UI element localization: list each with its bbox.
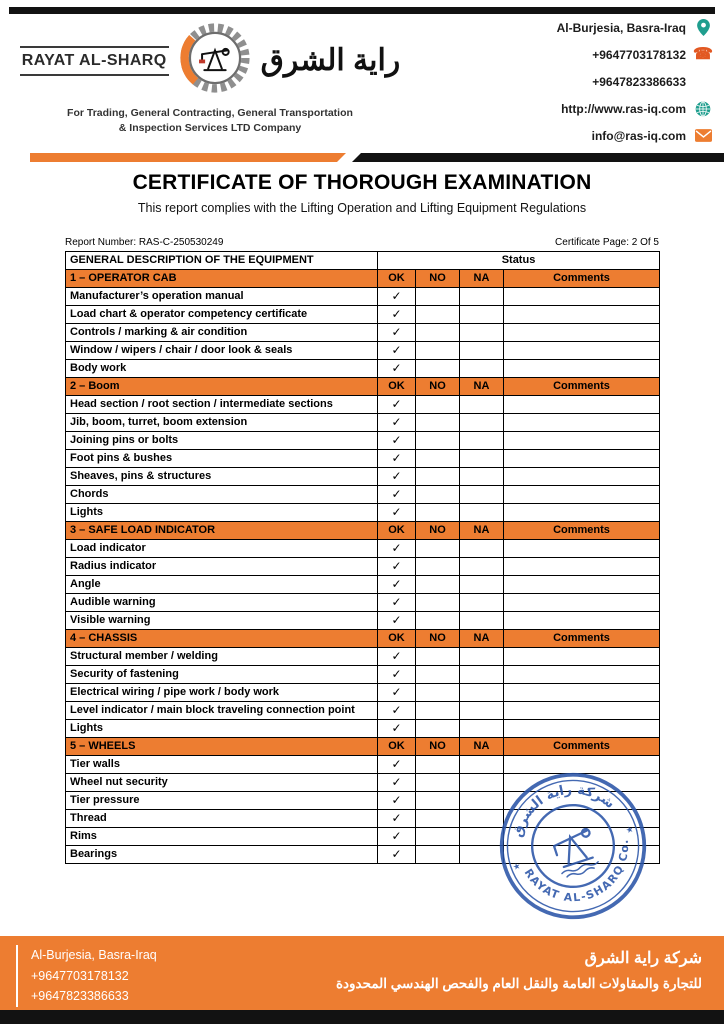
- column-header-na: NA: [460, 630, 504, 648]
- no-cell: [416, 306, 460, 324]
- icon-placeholder: [694, 72, 712, 91]
- equipment-row: [66, 432, 660, 450]
- comments-cell: [504, 504, 660, 522]
- check-mark: ✓: [378, 684, 416, 702]
- section-header-row: [66, 522, 660, 540]
- column-header-na: NA: [460, 738, 504, 756]
- equipment-row: [66, 540, 660, 558]
- footer-phone-1: +9647703178132: [31, 968, 129, 983]
- no-cell: [416, 540, 460, 558]
- equipment-row: [66, 612, 660, 630]
- check-mark: ✓: [378, 846, 416, 864]
- equipment-row: [66, 504, 660, 522]
- page-subtitle: This report complies with the Lifting Operation and Lifting Equipment Regulations: [137, 201, 587, 215]
- na-cell: [460, 684, 504, 702]
- column-header-comments: Comments: [504, 630, 660, 648]
- equipment-table-body: [66, 270, 660, 864]
- column-header-ok: OK: [378, 738, 416, 756]
- section-header-row: [66, 738, 660, 756]
- equipment-label: Wheel nut security: [66, 774, 378, 792]
- na-cell: [460, 360, 504, 378]
- comments-cell: [504, 558, 660, 576]
- na-cell: [460, 828, 504, 846]
- section-title: 2 – Boom: [66, 378, 378, 396]
- na-cell: [460, 432, 504, 450]
- no-cell: [416, 342, 460, 360]
- comments-cell: [504, 846, 660, 864]
- column-header-no: NO: [416, 522, 460, 540]
- check-mark: ✓: [378, 486, 416, 504]
- top-black-bar: [9, 7, 715, 14]
- check-mark: ✓: [378, 432, 416, 450]
- column-header-no: NO: [416, 738, 460, 756]
- column-header-na: NA: [460, 270, 504, 288]
- check-mark: ✓: [378, 558, 416, 576]
- na-cell: [460, 612, 504, 630]
- stamp-star-right: ★: [624, 823, 635, 836]
- no-cell: [416, 720, 460, 738]
- equipment-row: [66, 450, 660, 468]
- no-cell: [416, 810, 460, 828]
- comments-cell: [504, 612, 660, 630]
- equipment-row: [66, 288, 660, 306]
- check-mark: ✓: [378, 450, 416, 468]
- equipment-row: [66, 828, 660, 846]
- company-logo: [21, 20, 401, 136]
- equipment-row: [66, 486, 660, 504]
- equipment-label: Angle: [66, 576, 378, 594]
- na-cell: [460, 414, 504, 432]
- comments-cell: [504, 792, 660, 810]
- no-cell: [416, 612, 460, 630]
- contact-address: Al-Burjesia, Basra-Iraq: [472, 18, 712, 37]
- check-mark: ✓: [378, 306, 416, 324]
- equipment-label: Radius indicator: [66, 558, 378, 576]
- no-cell: [416, 684, 460, 702]
- equipment-row: [66, 810, 660, 828]
- company-tagline-line2: & Inspection Services LTD Company: [118, 122, 302, 135]
- no-cell: [416, 288, 460, 306]
- na-cell: [460, 324, 504, 342]
- company-name-en: RAYAT AL-SHARQ: [20, 46, 169, 76]
- comments-cell: [504, 432, 660, 450]
- equipment-checklist-table: [65, 251, 660, 864]
- comments-cell: [504, 774, 660, 792]
- column-header-ok: OK: [378, 270, 416, 288]
- equipment-label: Jib, boom, turret, boom extension: [66, 414, 378, 432]
- equipment-label: Chords: [66, 486, 378, 504]
- report-meta: [65, 237, 659, 248]
- na-cell: [460, 288, 504, 306]
- no-cell: [416, 774, 460, 792]
- equipment-row: [66, 576, 660, 594]
- comments-cell: [504, 720, 660, 738]
- check-mark: ✓: [378, 540, 416, 558]
- footer-company-block: [336, 948, 702, 992]
- check-mark: ✓: [378, 342, 416, 360]
- no-cell: [416, 576, 460, 594]
- check-mark: ✓: [378, 720, 416, 738]
- stamp-arc-top-text: شركة راية الشرق: [510, 782, 618, 839]
- check-mark: ✓: [378, 594, 416, 612]
- equipment-label: Load chart & operator competency certificate: [66, 306, 378, 324]
- company-tagline: [30, 106, 390, 136]
- column-header-no: NO: [416, 270, 460, 288]
- equipment-row: [66, 666, 660, 684]
- footer-address: Al-Burjesia, Basra-Iraq: [31, 948, 157, 962]
- column-header-comments: Comments: [504, 522, 660, 540]
- na-cell: [460, 468, 504, 486]
- black-stripe: [352, 153, 724, 162]
- check-mark: ✓: [378, 774, 416, 792]
- comments-cell: [504, 684, 660, 702]
- no-cell: [416, 432, 460, 450]
- column-header-no: NO: [416, 630, 460, 648]
- comments-cell: [504, 810, 660, 828]
- globe-icon: [694, 99, 712, 118]
- equipment-row: [66, 396, 660, 414]
- equipment-label: Window / wipers / chair / door look & seals: [66, 342, 378, 360]
- company-tagline-line1: For Trading, General Contracting, General Transportation: [67, 107, 353, 119]
- column-header-comments: Comments: [504, 738, 660, 756]
- equipment-row: [66, 468, 660, 486]
- equipment-row: [66, 324, 660, 342]
- equipment-row: [66, 774, 660, 792]
- no-cell: [416, 828, 460, 846]
- equipment-label: Bearings: [66, 846, 378, 864]
- certificate-page-number: Certificate Page: 2 Of 5: [555, 237, 659, 248]
- status-header: Status: [378, 252, 660, 270]
- comments-cell: [504, 828, 660, 846]
- equipment-label: Foot pins & bushes: [66, 450, 378, 468]
- equipment-label: Head section / root section / intermediate sections: [66, 396, 378, 414]
- check-mark: ✓: [378, 396, 416, 414]
- equipment-label: Electrical wiring / pipe work / body work: [66, 684, 378, 702]
- equipment-row: [66, 342, 660, 360]
- no-cell: [416, 486, 460, 504]
- equipment-label: Rims: [66, 828, 378, 846]
- stamp-star-left: ★: [511, 860, 522, 873]
- check-mark: ✓: [378, 504, 416, 522]
- comments-cell: [504, 576, 660, 594]
- location-pin-icon: [694, 18, 712, 37]
- equipment-row: [66, 558, 660, 576]
- na-cell: [460, 756, 504, 774]
- check-mark: ✓: [378, 792, 416, 810]
- equipment-label: Tier pressure: [66, 792, 378, 810]
- section-title: 1 – OPERATOR CAB: [66, 270, 378, 288]
- no-cell: [416, 594, 460, 612]
- check-mark: ✓: [378, 828, 416, 846]
- check-mark: ✓: [378, 666, 416, 684]
- equipment-label: Controls / marking & air condition: [66, 324, 378, 342]
- no-cell: [416, 702, 460, 720]
- bottom-black-bar: [0, 1010, 724, 1024]
- column-header-comments: Comments: [504, 270, 660, 288]
- equipment-row: [66, 702, 660, 720]
- no-cell: [416, 504, 460, 522]
- comments-cell: [504, 396, 660, 414]
- na-cell: [460, 540, 504, 558]
- check-mark: ✓: [378, 414, 416, 432]
- contact-phone-1: +9647703178132 ☎: [592, 45, 713, 63]
- equipment-row: [66, 360, 660, 378]
- column-header-no: NO: [416, 378, 460, 396]
- section-title: 3 – SAFE LOAD INDICATOR: [66, 522, 378, 540]
- section-title: 4 – CHASSIS: [66, 630, 378, 648]
- comments-cell: [504, 306, 660, 324]
- phone-icon: ☎: [693, 45, 713, 63]
- report-number: Report Number: RAS-C-250530249: [65, 237, 224, 248]
- stamp-arc-bottom-text: RAYAT AL-SHARQ Co.: [521, 837, 632, 905]
- no-cell: [416, 846, 460, 864]
- equipment-label: Thread: [66, 810, 378, 828]
- comments-cell: [504, 540, 660, 558]
- equipment-row: [66, 684, 660, 702]
- check-mark: ✓: [378, 360, 416, 378]
- check-mark: ✓: [378, 468, 416, 486]
- equipment-label: Body work: [66, 360, 378, 378]
- equipment-row: [66, 594, 660, 612]
- column-header-na: NA: [460, 378, 504, 396]
- no-cell: [416, 324, 460, 342]
- comments-cell: [504, 360, 660, 378]
- header: [0, 18, 724, 156]
- na-cell: [460, 396, 504, 414]
- equipment-row: [66, 720, 660, 738]
- check-mark: ✓: [378, 612, 416, 630]
- contact-email[interactable]: info@ras-iq.com: [472, 126, 712, 145]
- equipment-label: Manufacturer’s operation manual: [66, 288, 378, 306]
- equipment-row: [66, 414, 660, 432]
- na-cell: [460, 648, 504, 666]
- check-mark: ✓: [378, 576, 416, 594]
- equipment-label: Tier walls: [66, 756, 378, 774]
- comments-cell: [504, 756, 660, 774]
- page-title: CERTIFICATE OF THOROUGH EXAMINATION: [132, 171, 592, 194]
- section-header-row: [66, 270, 660, 288]
- equipment-label: Joining pins or bolts: [66, 432, 378, 450]
- na-cell: [460, 576, 504, 594]
- no-cell: [416, 648, 460, 666]
- description-header: GENERAL DESCRIPTION OF THE EQUIPMENT: [66, 252, 378, 270]
- no-cell: [416, 468, 460, 486]
- na-cell: [460, 594, 504, 612]
- footer-tagline-ar: للتجارة والمقاولات العامة والنقل العام والفحص الهندسي المحدودة: [335, 976, 702, 991]
- envelope-icon: [694, 126, 712, 145]
- check-mark: ✓: [378, 810, 416, 828]
- equipment-label: Security of fastening: [66, 666, 378, 684]
- comments-cell: [504, 450, 660, 468]
- no-cell: [416, 450, 460, 468]
- equipment-label: Visible warning: [66, 612, 378, 630]
- check-mark: ✓: [378, 702, 416, 720]
- na-cell: [460, 342, 504, 360]
- na-cell: [460, 810, 504, 828]
- contact-phone-2: +9647823386633: [472, 72, 712, 91]
- comments-cell: [504, 342, 660, 360]
- check-mark: ✓: [378, 648, 416, 666]
- equipment-row: [66, 306, 660, 324]
- na-cell: [460, 702, 504, 720]
- comments-cell: [504, 414, 660, 432]
- column-header-ok: OK: [378, 378, 416, 396]
- na-cell: [460, 504, 504, 522]
- no-cell: [416, 396, 460, 414]
- comments-cell: [504, 666, 660, 684]
- footer-phone-2: +9647823386633: [31, 989, 129, 1004]
- comments-cell: [504, 288, 660, 306]
- footer: [0, 936, 724, 1010]
- na-cell: [460, 720, 504, 738]
- footer-contact-block: [16, 945, 157, 1007]
- section-header-row: [66, 630, 660, 648]
- no-cell: [416, 360, 460, 378]
- column-header-comments: Comments: [504, 378, 660, 396]
- comments-cell: [504, 324, 660, 342]
- check-mark: ✓: [378, 756, 416, 774]
- contact-list: [472, 18, 712, 153]
- section-title: 5 – WHEELS: [66, 738, 378, 756]
- comments-cell: [504, 594, 660, 612]
- orange-stripe: [30, 153, 346, 162]
- no-cell: [416, 414, 460, 432]
- contact-website[interactable]: http://www.ras-iq.com: [472, 99, 712, 118]
- equipment-label: Audible warning: [66, 594, 378, 612]
- company-name-ar: راية الشرق: [260, 44, 401, 77]
- column-header-ok: OK: [378, 630, 416, 648]
- equipment-row: [66, 648, 660, 666]
- table-header-row: [66, 252, 660, 270]
- footer-company-name-ar: شركة راية الشرق: [584, 950, 702, 967]
- equipment-row: [66, 846, 660, 864]
- equipment-label: Structural member / welding: [66, 648, 378, 666]
- na-cell: [460, 846, 504, 864]
- equipment-label: Sheaves, pins & structures: [66, 468, 378, 486]
- comments-cell: [504, 468, 660, 486]
- comments-cell: [504, 486, 660, 504]
- na-cell: [460, 792, 504, 810]
- equipment-label: Lights: [66, 504, 378, 522]
- comments-cell: [504, 648, 660, 666]
- na-cell: [460, 774, 504, 792]
- equipment-label: Load indicator: [66, 540, 378, 558]
- no-cell: [416, 792, 460, 810]
- column-header-ok: OK: [378, 522, 416, 540]
- na-cell: [460, 486, 504, 504]
- section-header-row: [66, 378, 660, 396]
- no-cell: [416, 756, 460, 774]
- check-mark: ✓: [378, 288, 416, 306]
- na-cell: [460, 450, 504, 468]
- column-header-na: NA: [460, 522, 504, 540]
- na-cell: [460, 666, 504, 684]
- na-cell: [460, 558, 504, 576]
- no-cell: [416, 558, 460, 576]
- company-emblem-icon: [177, 20, 253, 101]
- equipment-row: [66, 792, 660, 810]
- no-cell: [416, 666, 460, 684]
- check-mark: ✓: [378, 324, 416, 342]
- equipment-row: [66, 756, 660, 774]
- comments-cell: [504, 702, 660, 720]
- na-cell: [460, 306, 504, 324]
- equipment-label: Level indicator / main block traveling connection point: [66, 702, 378, 720]
- equipment-label: Lights: [66, 720, 378, 738]
